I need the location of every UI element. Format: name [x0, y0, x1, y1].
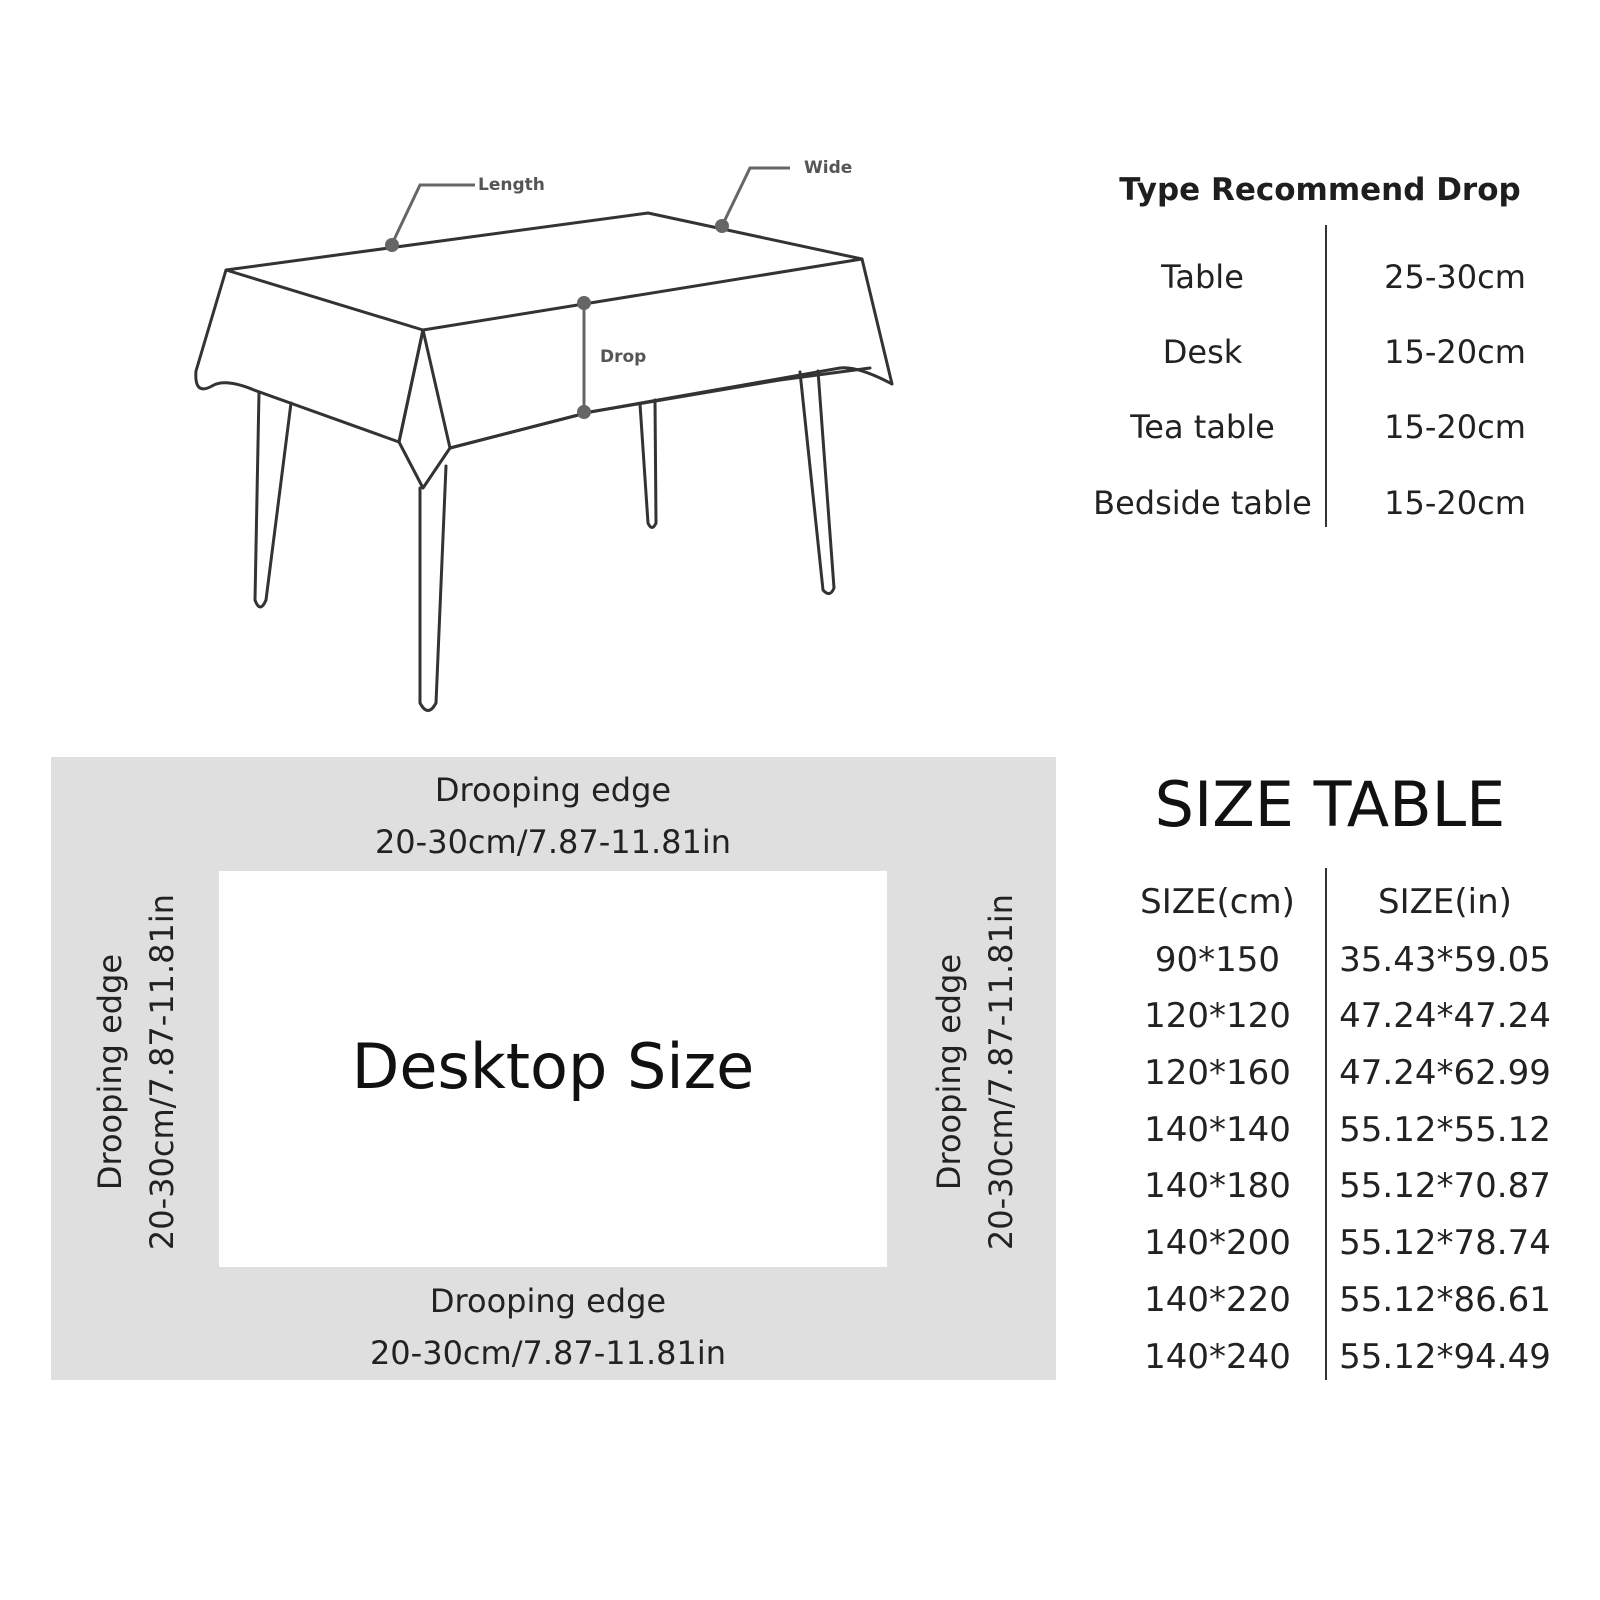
table-top-outline	[226, 213, 862, 330]
right-edge-label	[923, 872, 1027, 1272]
size-in-header: SIZE(in)	[1378, 882, 1512, 922]
length-marker	[385, 238, 399, 252]
leg-front-left	[255, 392, 291, 607]
size-in-cell: 55.12*55.12	[1339, 1110, 1551, 1150]
size-table-heading: SIZE TABLE	[1154, 768, 1506, 841]
wide-marker	[715, 219, 729, 233]
drop-table-divider	[1325, 225, 1327, 527]
size-cm-cell: 120*160	[1144, 1053, 1291, 1093]
tablecloth-drawing	[0, 0, 1100, 740]
drop-label: Drop	[600, 347, 647, 367]
size-in-cell: 47.24*62.99	[1339, 1053, 1551, 1093]
edge-size: 20-30cm/7.87-11.81in	[143, 893, 181, 1251]
desktop-size-label: Desktop Size	[351, 1030, 755, 1103]
size-in-cell: 55.12*70.87	[1339, 1166, 1551, 1206]
size-in-cell: 55.12*78.74	[1339, 1223, 1551, 1263]
size-cm-cell: 140*200	[1144, 1223, 1291, 1263]
edge-size: 20-30cm/7.87-11.81in	[374, 823, 732, 861]
drop-type-cell: Tea table	[1130, 408, 1275, 446]
size-cm-header: SIZE(cm)	[1140, 882, 1295, 922]
size-cm-cell: 140*140	[1144, 1110, 1291, 1150]
drop-table-heading: Type Recommend Drop	[1119, 172, 1521, 208]
size-in-cell: 55.12*94.49	[1339, 1337, 1551, 1377]
drop-type-cell: Table	[1161, 258, 1244, 296]
edge-label: Drooping edge	[930, 953, 968, 1191]
length-label: Length	[478, 175, 545, 195]
size-cm-cell: 140*240	[1144, 1337, 1291, 1377]
size-cm-cell: 140*180	[1144, 1166, 1291, 1206]
edge-label: Drooping edge	[434, 771, 672, 809]
drop-type-cell: Bedside table	[1093, 484, 1312, 522]
drop-value-cell: 25-30cm	[1384, 258, 1526, 296]
edge-size: 20-30cm/7.87-11.81in	[982, 893, 1020, 1251]
size-table-divider	[1325, 868, 1327, 1380]
size-cm-cell: 90*150	[1154, 940, 1281, 980]
leg-back-middle	[640, 400, 656, 528]
size-in-cell: 47.24*47.24	[1339, 996, 1551, 1036]
left-edge-label	[84, 872, 188, 1272]
size-cm-cell: 120*120	[1144, 996, 1291, 1036]
edge-size: 20-30cm/7.87-11.81in	[369, 1334, 727, 1372]
edge-label: Drooping edge	[429, 1282, 667, 1320]
drop-marker-top	[577, 296, 591, 310]
drop-value-cell: 15-20cm	[1384, 484, 1526, 522]
length-callout-line	[392, 185, 475, 244]
top-edge-label	[219, 764, 887, 868]
drop-value-cell: 15-20cm	[1384, 333, 1526, 371]
size-cm-cell: 140*220	[1144, 1280, 1291, 1320]
front-fold	[399, 330, 450, 488]
wide-label: Wide	[804, 158, 853, 178]
edge-label: Drooping edge	[91, 953, 129, 1191]
drop-value-cell: 15-20cm	[1384, 408, 1526, 446]
front-drape	[450, 259, 892, 448]
drop-type-cell: Desk	[1162, 333, 1243, 371]
leg-front	[420, 466, 446, 711]
leg-right	[800, 371, 834, 594]
drop-marker-bottom	[577, 405, 591, 419]
size-in-cell: 35.43*59.05	[1339, 940, 1551, 980]
wide-callout-line	[722, 168, 790, 226]
bottom-edge-label	[214, 1275, 882, 1379]
size-in-cell: 55.12*86.61	[1339, 1280, 1551, 1320]
